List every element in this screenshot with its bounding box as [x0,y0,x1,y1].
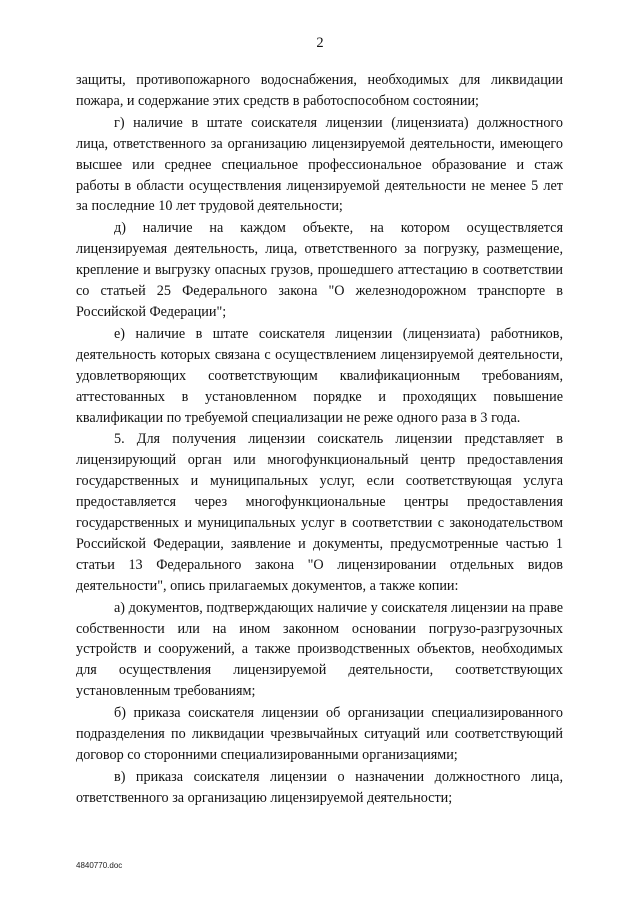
footer-file-name: 4840770.doc [76,861,123,870]
paragraph-item-g: г) наличие в штате соискателя лицензии (лицензиата) должностного лица, ответственного за организацию лицензируемой деятельности, имеющего высшее или среднее специальное профессиональное образование и стаж работы в области осуществления лицензируемой деятельности не менее 5 лет за последние 10 лет трудовой деятельности; [76,114,563,215]
paragraph-item-a: а) документов, подтверждающих наличие у соискателя лицензии на праве собственности или на ином законном основании погрузо-разгрузочных устройств и сооружений, а также производственных объектов, необходимых для осуществления лицензируемой деятельности, соответствующих установленным требованиям; [76,599,563,700]
document-body [76,70,563,809]
paragraph-clause-5: 5. Для получения лицензии соискатель лицензии представляет в лицензирующий орган или многофункциональный центр предоставления государственных и муниципальных услуг, если соответствующая услуга предоставляется через многофункциональные центры предоставления государственных и муниципальных услуг в соответствии с законодательством Российской Федерации, заявление и документы, предусмотренные частью 1 статьи 13 Федерального закона "О лицензировании отдельных видов деятельности", опись прилагаемых документов, а также копии: [76,431,563,594]
paragraph-item-v: в) приказа соискателя лицензии о назначении должностного лица, ответственного за организацию лицензируемой деятельности; [76,768,563,806]
paragraph-item-b: б) приказа соискателя лицензии об организации специализированного подразделения по ликвидации чрезвычайных ситуаций или соответствующий договор со сторонними специализированными организациями; [76,705,563,763]
paragraph-item-d: д) наличие на каждом объекте, на котором осуществляется лицензируемая деятельность, лица, ответственного за погрузку, размещение, крепление и выгрузку опасных грузов, прошедшего аттестацию в соответствии со статьей 25 Федерального закона "О железнодорожном транспорте в Российской Федерации"; [76,220,563,320]
page-number: 2 [316,35,324,51]
paragraph-item-e: е) наличие в штате соискателя лицензии (лицензиата) работников, деятельность которых связана с осуществлением лицензируемой деятельности, удовлетворяющих соответствующим квалификационным требованиям, аттестованных в установленном порядке и проходящих повышение квалификации по требуемой специализации не реже одного раза в 3 года. [76,325,563,426]
paragraph-continuation: защиты, противопожарного водоснабжения, необходимых для ликвидации пожара, и содержание этих средств в работоспособном состоянии; [76,72,563,109]
